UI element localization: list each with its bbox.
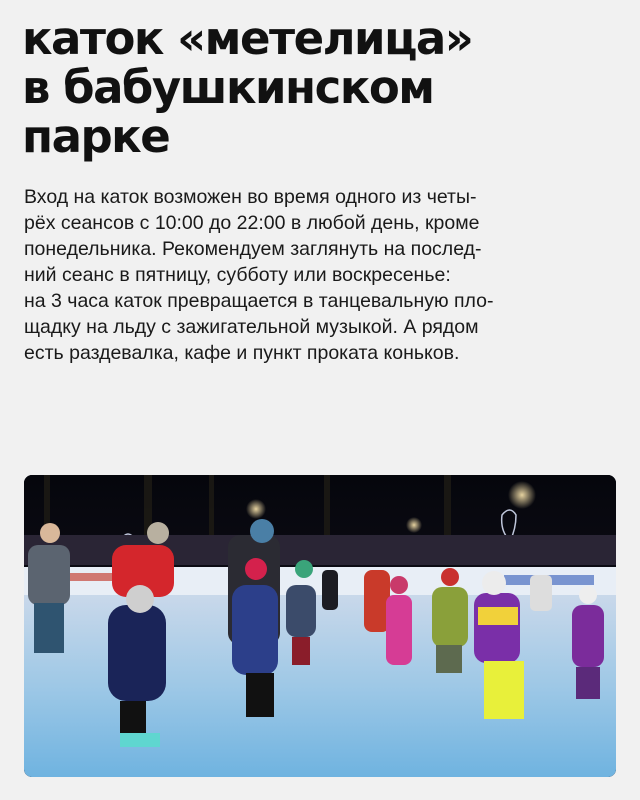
description-line: на 3 часа каток превращается в танцевальную пло- [24,290,494,312]
article-title [22,14,622,161]
description-line: рёх сеансов с 10:00 до 22:00 в любой день, кроме [24,212,480,234]
street-lamp [406,517,422,533]
article-description [24,184,619,366]
description-line: щадку на льду с зажигательной музыкой. А рядом [24,316,479,338]
description-line: Вход на каток возможен во время одного из четы- [24,186,477,208]
street-lamp [246,499,266,519]
rink-photo-illustration [24,475,616,777]
description-line: ний сеанс в пятницу, субботу или воскресенье: [24,264,451,286]
title-line: в бабушкинском [22,61,434,114]
rink-photo [24,475,616,777]
title-line: каток «метелица» [22,12,473,65]
street-lamp [508,481,536,509]
description-line: есть раздевалка, кафе и пункт проката коньков. [24,342,460,364]
title-line: парке [22,110,170,163]
description-line: понедельника. Рекомендуем заглянуть на послед- [24,238,482,260]
